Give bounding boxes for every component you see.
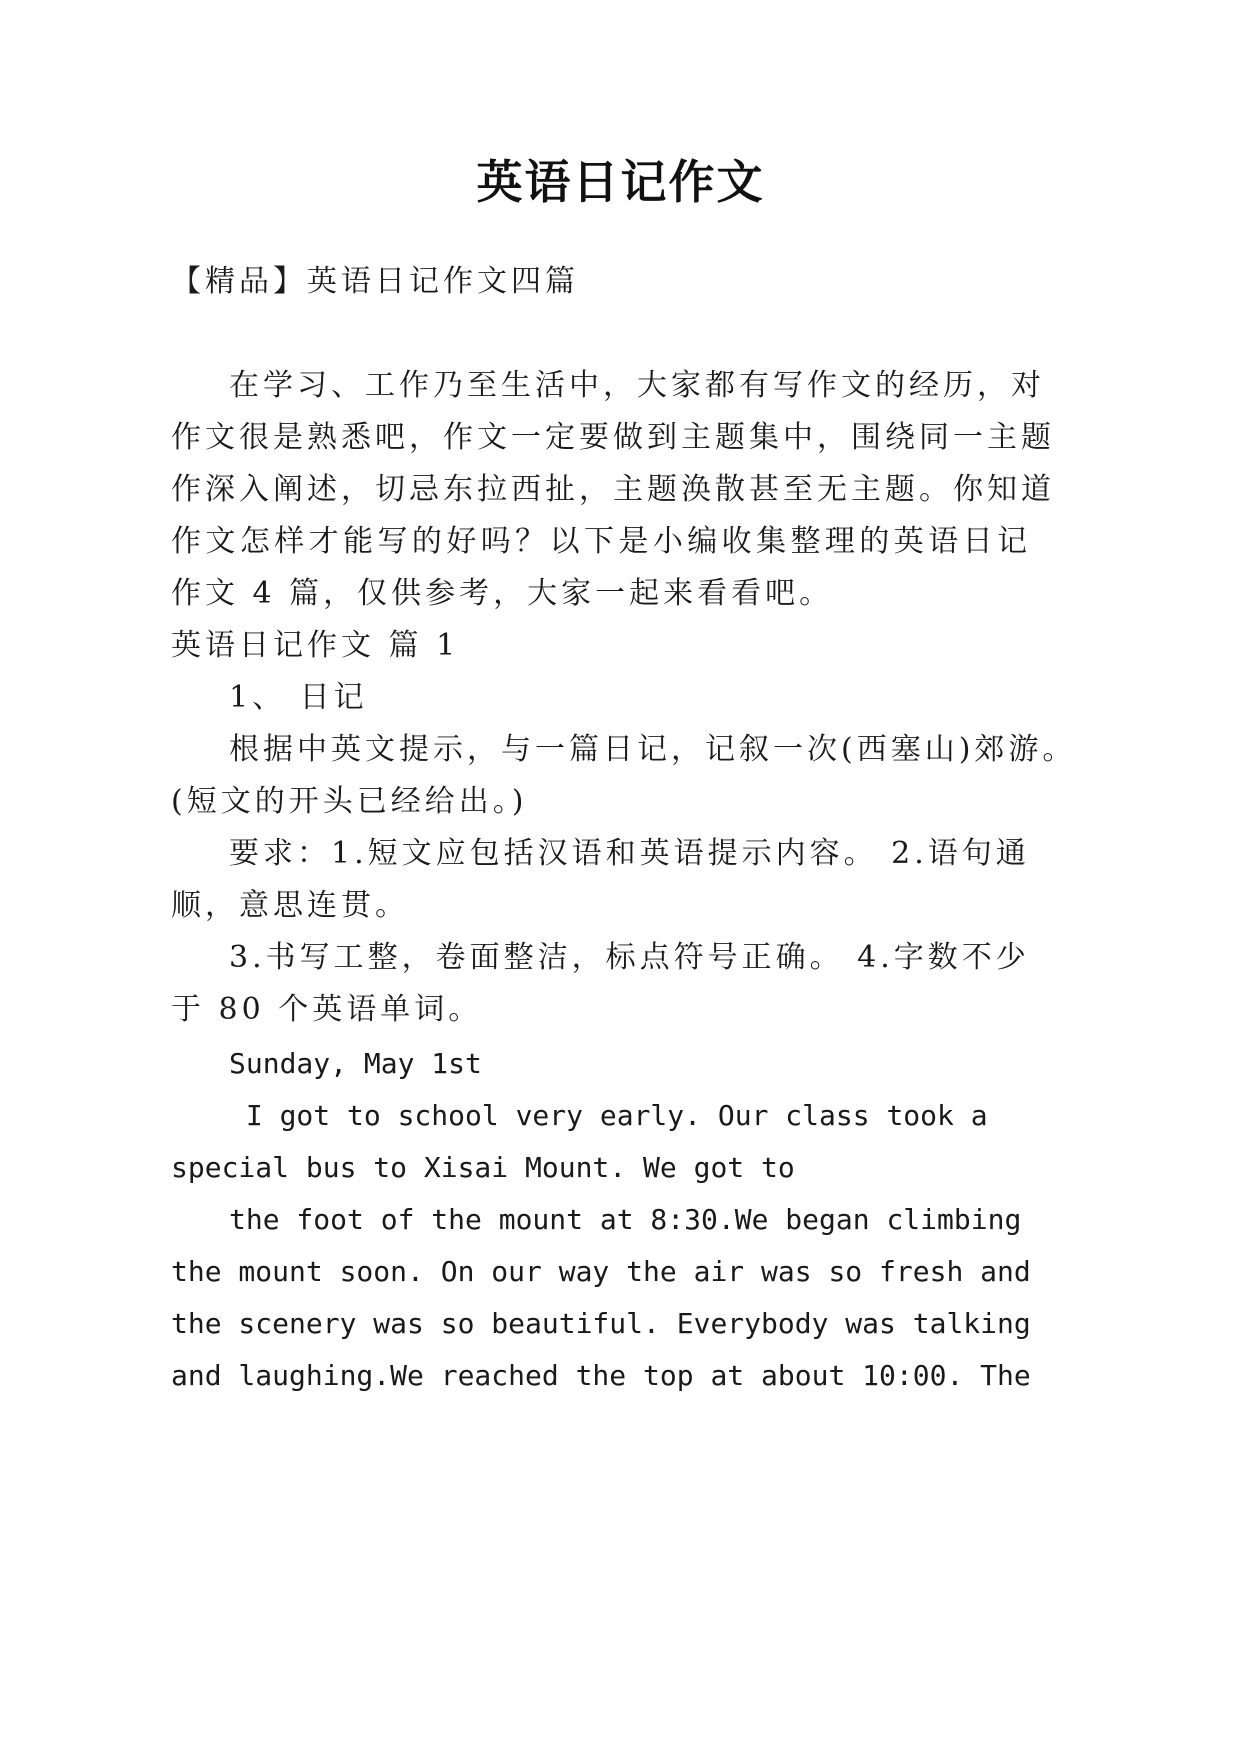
section-heading: 英语日记作文 篇 1 <box>171 628 460 663</box>
intro-line-3: 作深入阐述，切忌东拉西扯，主题涣散甚至无主题。你知道 <box>171 472 1055 507</box>
requirement-line-2: 顺，意思连贯。 <box>171 888 409 923</box>
requirement-line-3: 3.书写工整，卷面整洁，标点符号正确。 4.字数不少 <box>229 940 1030 975</box>
diary-date: Sunday, May 1st <box>229 1047 482 1080</box>
diary-line-2: special bus to Xisai Mount. We got to <box>171 1151 795 1184</box>
intro-line-1: 在学习、工作乃至生活中，大家都有写作文的经历，对 <box>229 368 1045 403</box>
requirement-line-4: 于 80 个英语单词。 <box>171 992 483 1027</box>
intro-line-4: 作文怎样才能写的好吗？以下是小编收集整理的英语日记 <box>171 524 1031 559</box>
list-item-diary: 1、 日记 <box>229 680 368 715</box>
prompt-line-2: (短文的开头已经给出。) <box>171 784 528 819</box>
diary-line-6: and laughing.We reached the top at about 10:00. The <box>171 1359 1031 1392</box>
diary-line-4: the mount soon. On our way the air was so fresh and <box>171 1255 1031 1288</box>
intro-line-2: 作文很是熟悉吧，作文一定要做到主题集中，围绕同一主题 <box>171 420 1055 455</box>
document-title: 英语日记作文 <box>476 155 765 209</box>
prompt-line-1: 根据中英文提示，与一篇日记，记叙一次(西塞山)郊游。 <box>229 732 1077 767</box>
diary-line-1: I got to school very early. Our class took a <box>229 1099 988 1132</box>
diary-line-3: the foot of the mount at 8:30.We began climbing <box>229 1203 1022 1236</box>
requirement-line-1: 要求：1.短文应包括汉语和英语提示内容。 2.语句通 <box>229 836 1030 871</box>
diary-line-5: the scenery was so beautiful. Everybody was talking <box>171 1307 1031 1340</box>
intro-line-5: 作文 4 篇，仅供参考，大家一起来看看吧。 <box>171 576 834 611</box>
document-subtitle: 【精品】英语日记作文四篇 <box>171 264 579 299</box>
